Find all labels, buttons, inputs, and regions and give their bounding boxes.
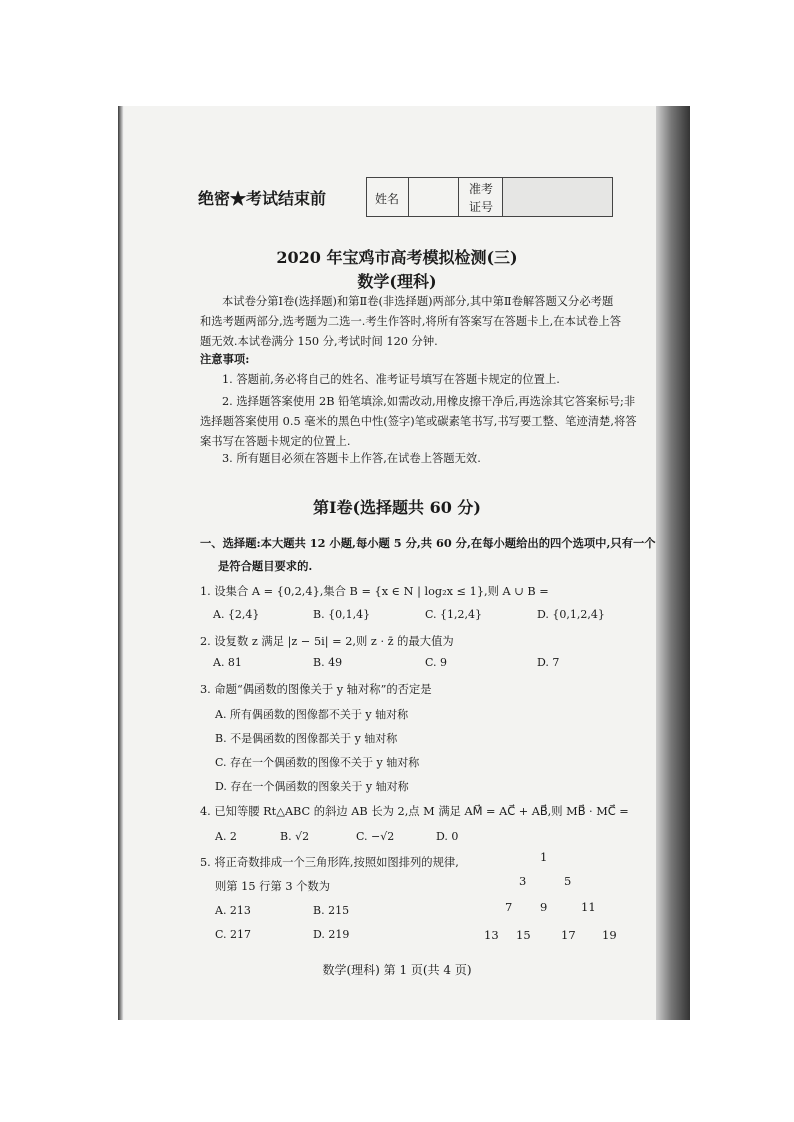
triangle-number: 1 — [540, 850, 548, 864]
question-1-option-d: D. {0,1,2,4} — [537, 608, 605, 621]
question-1-option-a: A. {2,4} — [213, 608, 260, 621]
question-4-option-d: D. 0 — [436, 830, 459, 843]
question-2-option-d: D. 7 — [537, 656, 560, 669]
section-title: 第Ⅰ卷(选择题共 60 分) — [312, 498, 482, 517]
exam-paper — [124, 106, 656, 1020]
note-2-line-1: 2. 选择题答案使用 2B 铅笔填涂,如需改动,用橡皮擦干净后,再选涂其它答案标号;非 — [222, 395, 636, 408]
question-2-option-b: B. 49 — [313, 656, 343, 669]
note-1: 1. 答题前,务必将自己的姓名、准考证号填写在答题卡规定的位置上. — [222, 373, 560, 386]
question-4-option-a: A. 2 — [215, 830, 237, 843]
question-3-option-b: B. 不是偶函数的图像都关于 y 轴对称 — [215, 732, 398, 745]
exam-id-label-line1: 准考 — [469, 182, 494, 196]
question-2-option-c: C. 9 — [425, 656, 448, 669]
question-3-option-d: D. 存在一个偶函数的图象关于 y 轴对称 — [215, 780, 409, 793]
question-5-option-a: A. 213 — [215, 904, 251, 917]
question-4-option-b: B. √2 — [280, 830, 310, 843]
page-footer: 数学(理科) 第 1 页(共 4 页) — [322, 963, 472, 977]
intro-line-2: 和选考题两部分,选考题为二选一.考生作答时,将所有答案写在答题卡上,在本试卷上答 — [200, 315, 622, 328]
question-2-stem: 2. 设复数 z 满足 |z − 5i| = 2,则 z · z̄ 的最大值为 — [200, 635, 454, 648]
intro-line-1: 本试卷分第Ⅰ卷(选择题)和第Ⅱ卷(非选择题)两部分,其中第Ⅱ卷解答题又分必考题 — [222, 295, 614, 308]
question-5-option-d: D. 219 — [313, 928, 350, 941]
exam-id-label-line2: 证号 — [469, 200, 494, 214]
confidential-label: 绝密★考试结束前 — [198, 189, 327, 208]
intro-line-3: 题无效.本试卷满分 150 分,考试时间 120 分钟. — [200, 335, 438, 348]
section-instruction-line-1: 一、选择题:本大题共 12 小题,每小题 5 分,共 60 分,在每小题给出的四个选项中,只有一个 — [200, 536, 656, 550]
triangle-number: 11 — [581, 900, 596, 914]
note-3: 3. 所有题目必须在答题卡上作答,在试卷上答题无效. — [222, 452, 481, 465]
question-2-option-a: A. 81 — [213, 656, 242, 669]
triangle-number: 19 — [602, 928, 617, 942]
triangle-number: 5 — [564, 874, 572, 888]
exam-title: 2020 年宝鸡市高考模拟检测(三) — [276, 248, 518, 267]
exam-id-input-cell[interactable] — [503, 178, 612, 216]
question-3-stem: 3. 命题“偶函数的图像关于 y 轴对称”的否定是 — [200, 683, 432, 696]
note-2-line-2: 选择题答案使用 0.5 毫米的黑色中性(签字)笔或碳素笔书写,书写要工整、笔迹清楚,将答 — [200, 415, 637, 428]
section-instruction-line-2: 是符合题目要求的. — [218, 559, 313, 573]
name-label-cell — [367, 178, 409, 216]
notes-heading: 注意事项: — [200, 352, 250, 366]
question-4-option-c: C. −√2 — [356, 830, 395, 843]
exam-subject: 数学(理科) — [357, 272, 437, 291]
question-4-stem: 4. 已知等腰 Rt△ABC 的斜边 AB 长为 2,点 M 满足 AM⃗ = AC⃗ + AB⃗,则 MB⃗ · MC⃗ = — [200, 805, 629, 818]
question-1-option-c: C. {1,2,4} — [425, 608, 483, 621]
triangle-number: 3 — [519, 874, 527, 888]
exam-id-label-cell — [459, 178, 503, 216]
question-3-option-c: C. 存在一个偶函数的图像不关于 y 轴对称 — [215, 756, 420, 769]
candidate-info-box — [366, 177, 613, 217]
scan-right-edge-band — [656, 106, 690, 1020]
question-1-option-b: B. {0,1,4} — [313, 608, 371, 621]
triangle-number: 15 — [516, 928, 531, 942]
triangle-number: 7 — [505, 900, 513, 914]
question-1-stem: 1. 设集合 A = {0,2,4},集合 B = {x ∈ N | log₂x ≤ 1},则 A ∪ B = — [200, 585, 549, 598]
question-5-option-b: B. 215 — [313, 904, 350, 917]
triangle-number: 17 — [561, 928, 576, 942]
name-input-cell[interactable] — [409, 178, 459, 216]
name-label: 姓名 — [375, 192, 400, 206]
question-5-stem-line-2: 则第 15 行第 3 个数为 — [215, 880, 331, 893]
triangle-number: 13 — [484, 928, 499, 942]
triangle-number: 9 — [540, 900, 548, 914]
note-2-line-3: 案书写在答题卡规定的位置上. — [200, 435, 351, 448]
question-3-option-a: A. 所有偶函数的图像都不关于 y 轴对称 — [215, 708, 409, 721]
question-5-stem-line-1: 5. 将正奇数排成一个三角形阵,按照如图排列的规律, — [200, 856, 459, 869]
question-5-option-c: C. 217 — [215, 928, 252, 941]
